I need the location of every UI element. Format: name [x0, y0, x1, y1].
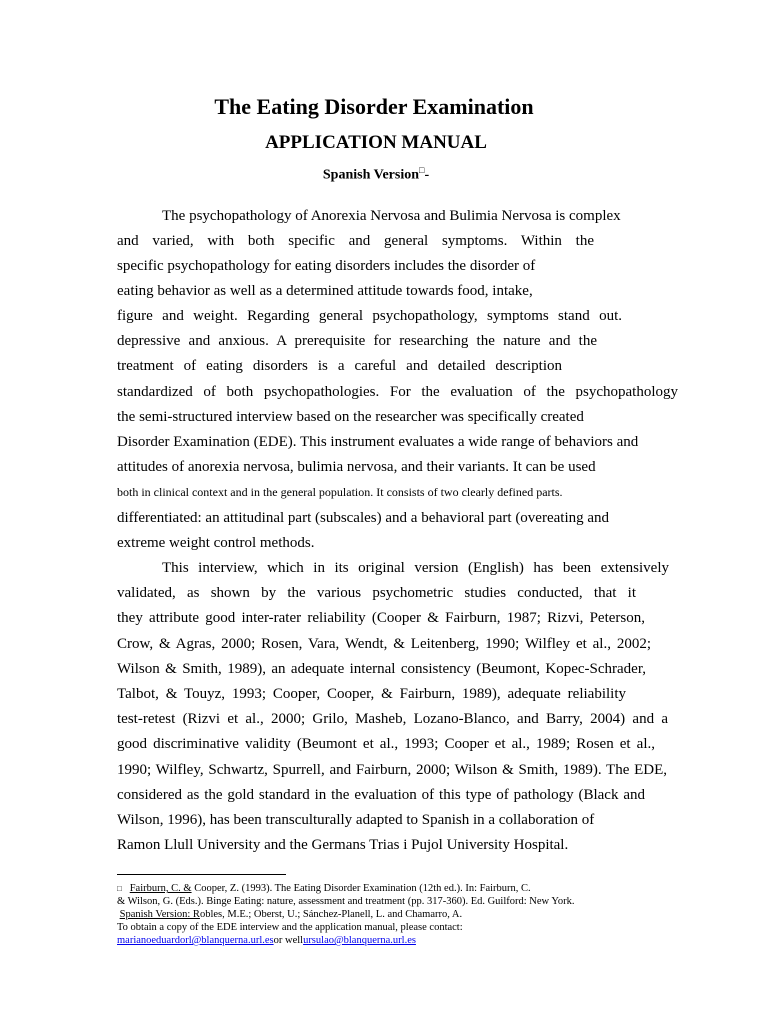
- document-subtitle: APPLICATION MANUAL: [265, 132, 487, 153]
- email-link-2[interactable]: ursulao@blanquerna.url.es: [303, 935, 416, 946]
- body-line: eating behavior as well as a determined attitude towards food, intake,: [117, 283, 533, 299]
- body-line: depressive and anxious. A prerequisite for researching the nature and the: [117, 333, 597, 349]
- body-line: good discriminative validity (Beumont et al., 1993; Cooper et al., 1989; Rosen et al.,: [117, 736, 655, 752]
- footnote-sv-label: Spanish Version: R: [119, 909, 200, 920]
- body-line: extreme weight control methods.: [117, 535, 315, 551]
- body-line: This interview, which in its original version (English) has been extensively: [162, 560, 669, 576]
- body-line: the semi-structured interview based on the researcher was specifically created: [117, 409, 584, 425]
- body-line: they attribute good inter-rater reliability (Cooper & Fairburn, 1987; Rizvi, Peterson,: [117, 610, 645, 626]
- email-link-1[interactable]: marianoeduardorl@blanquerna.url.es: [117, 935, 274, 946]
- document-title: The Eating Disorder Examination: [214, 94, 534, 119]
- body-line: figure and weight. Regarding general psychopathology, symptoms stand out.: [117, 308, 622, 324]
- footnote-reference-1: [117, 882, 531, 895]
- version-text: Spanish Version: [322, 167, 419, 183]
- body-line: Wilson, 1996), has been transculturally adapted to Spanish in a collaboration of: [117, 812, 595, 828]
- body-line: and varied, with both specific and general symptoms. Within the: [117, 233, 594, 249]
- body-line: 1990; Wilfley, Schwartz, Spurrell, and Fairburn, 2000; Wilson & Smith, 1989). The EDE,: [117, 762, 667, 778]
- footnote-contact: To obtain a copy of the EDE interview and the application manual, please contact:: [117, 922, 463, 933]
- version-suffix: -: [424, 167, 430, 183]
- body-line: Wilson & Smith, 1989), an adequate internal consistency (Beumont, Kopec-Schrader,: [117, 661, 646, 677]
- footnote-sv-authors: obles, M.E.; Oberst, U.; Sánchez-Planell, L. and Chamarro, A.: [199, 909, 463, 920]
- body-line: treatment of eating disorders is a careful and detailed description: [117, 358, 562, 374]
- body-line: specific psychopathology for eating disorders includes the disorder of: [117, 258, 536, 274]
- body-line: both in clinical context and in the general population. It consists of two clearly defined parts.: [117, 485, 563, 499]
- body-line: standardized of both psychopathologies. For the evaluation of the psychopathology: [117, 384, 678, 400]
- footnote-reference-2: & Wilson, G. (Eds.). Binge Eating: nature, assessment and treatment (pp. 317-360). Ed. Guilford: New York.: [117, 896, 575, 907]
- body-line: test-retest (Rizvi et al., 2000; Grilo, Masheb, Lozano-Blanco, and Barry, 2004) and a: [117, 711, 668, 727]
- footnote-citation: Cooper, Z. (1993). The Eating Disorder Examination (12th ed.). In: Fairburn, C.: [191, 883, 531, 894]
- body-line: Disorder Examination (EDE). This instrument evaluates a wide range of behaviors and: [117, 434, 639, 450]
- footnote-or: or well: [273, 935, 304, 946]
- footnote-mark: □: [117, 884, 122, 893]
- footnote-spanish-version: [117, 908, 462, 921]
- body-line: Crow, & Agras, 2000; Rosen, Vara, Wendt, & Leitenberg, 1990; Wilfley et al., 2002;: [117, 636, 651, 652]
- body-line: validated, as shown by the various psychometric studies conducted, that it: [117, 585, 636, 601]
- footnote-author: Fairburn, C. &: [129, 883, 192, 894]
- version-label: [0, 165, 760, 184]
- body-line: differentiated: an attitudinal part (subscales) and a behavioral part (overeating and: [117, 510, 610, 526]
- footnote-emails: [117, 934, 416, 947]
- footnote-separator: [117, 874, 286, 875]
- body-line: considered as the gold standard in the evaluation of this type of pathology (Black and: [117, 787, 645, 803]
- body-line: The psychopathology of Anorexia Nervosa and Bulimia Nervosa is complex: [162, 208, 621, 224]
- body-line: Ramon Llull University and the Germans Trias i Pujol University Hospital.: [117, 837, 569, 853]
- body-line: Talbot, & Touyz, 1993; Cooper, Cooper, & Fairburn, 1989), adequate reliability: [117, 686, 626, 702]
- body-line: attitudes of anorexia nervosa, bulimia nervosa, and their variants. It can be used: [117, 459, 596, 475]
- footnote-mark: □: [419, 165, 425, 175]
